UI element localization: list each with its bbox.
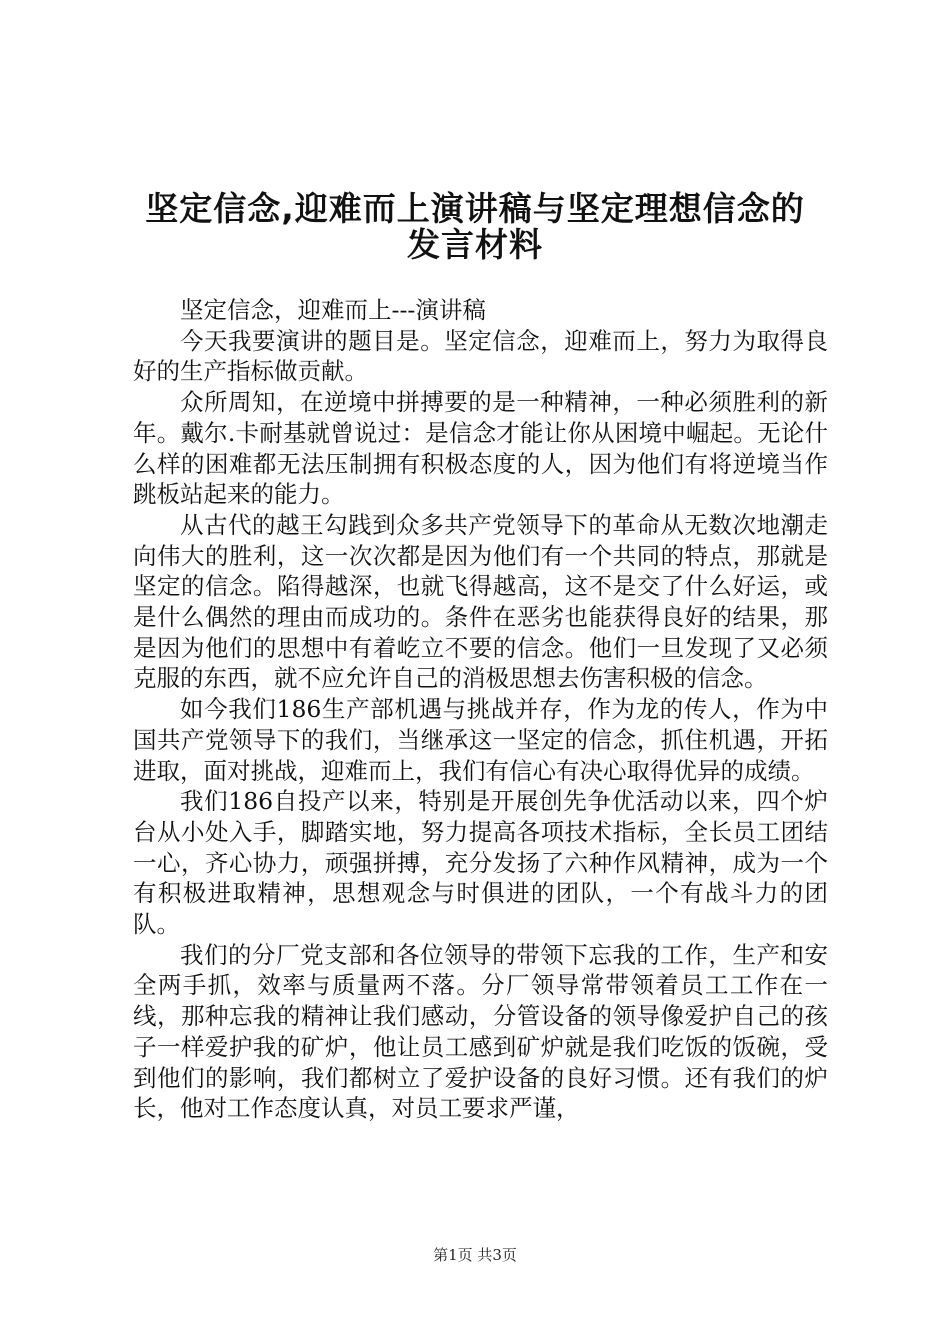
body-paragraph: 如今我们186生产部机遇与挑战并存，作为龙的传人，作为中国共产党领导下的我们，当继承这一坚定的信念，抓住机遇，开拓进取，面对挑战，迎难而上，我们有信心有决心取得优异的成绩。 — [133, 695, 828, 785]
document-body — [133, 295, 828, 1124]
subtitle-paragraph: 坚定信念，迎难而上---演讲稿 — [180, 296, 486, 324]
body-paragraph: 我们的分厂党支部和各位领导的带领下忘我的工作，生产和安全两手抓，效率与质量两不落。分厂领导常带领着员工工作在一线，那种忘我的精神让我们感动，分管设备的领导像爱护自己的孩子一样爱护我的矿炉，他让员工感到矿炉就是我们吃饭的饭碗，受到他们的影响，我们都树立了爱护设备的良好习惯。还有我们的炉长，他对工作态度认真，对员工要求严谨， — [133, 940, 828, 1123]
body-paragraph: 我们186自投产以来，特别是开展创先争优活动以来，四个炉台从小处入手，脚踏实地，努力提高各项技术指标，全长员工团结一心，齐心协力，顽强拼搏，充分发扬了六种作风精神，成为一个有积极进取精神，思想观念与时俱进的团队，一个有战斗力的团队。 — [133, 787, 828, 939]
page-footer: 第1页 共3页 — [433, 1246, 517, 1264]
body-paragraph: 众所周知，在逆境中拼搏要的是一种精神，一种必须胜利的新年。戴尔.卡耐基就曾说过：是信念才能让你从困境中崛起。无论什么样的困难都无法压制拥有积极态度的人，因为他们有将逆境当作跳板站起来的能力。 — [133, 388, 828, 509]
document-title-line-2: 发言材料 — [407, 225, 543, 264]
document-title-line-1: 坚定信念,迎难而上演讲稿与坚定理想信念的 — [145, 189, 805, 228]
body-paragraph: 今天我要演讲的题目是。坚定信念，迎难而上，努力为取得良好的生产指标做贡献。 — [133, 326, 828, 386]
body-paragraph: 从古代的越王勾践到众多共产党领导下的革命从无数次地潮走向伟大的胜利，这一次次都是因为他们有一个共同的特点，那就是坚定的信念。陷得越深，也就飞得越高，这不是交了什么好运，或是什么偶然的理由而成功的。条件在恶劣也能获得良好的结果，那是因为他们的思想中有着屹立不要的信念。他们一旦发现了又必须克服的东西，就不应允许自己的消极思想去伤害积极的信念。 — [133, 510, 828, 693]
